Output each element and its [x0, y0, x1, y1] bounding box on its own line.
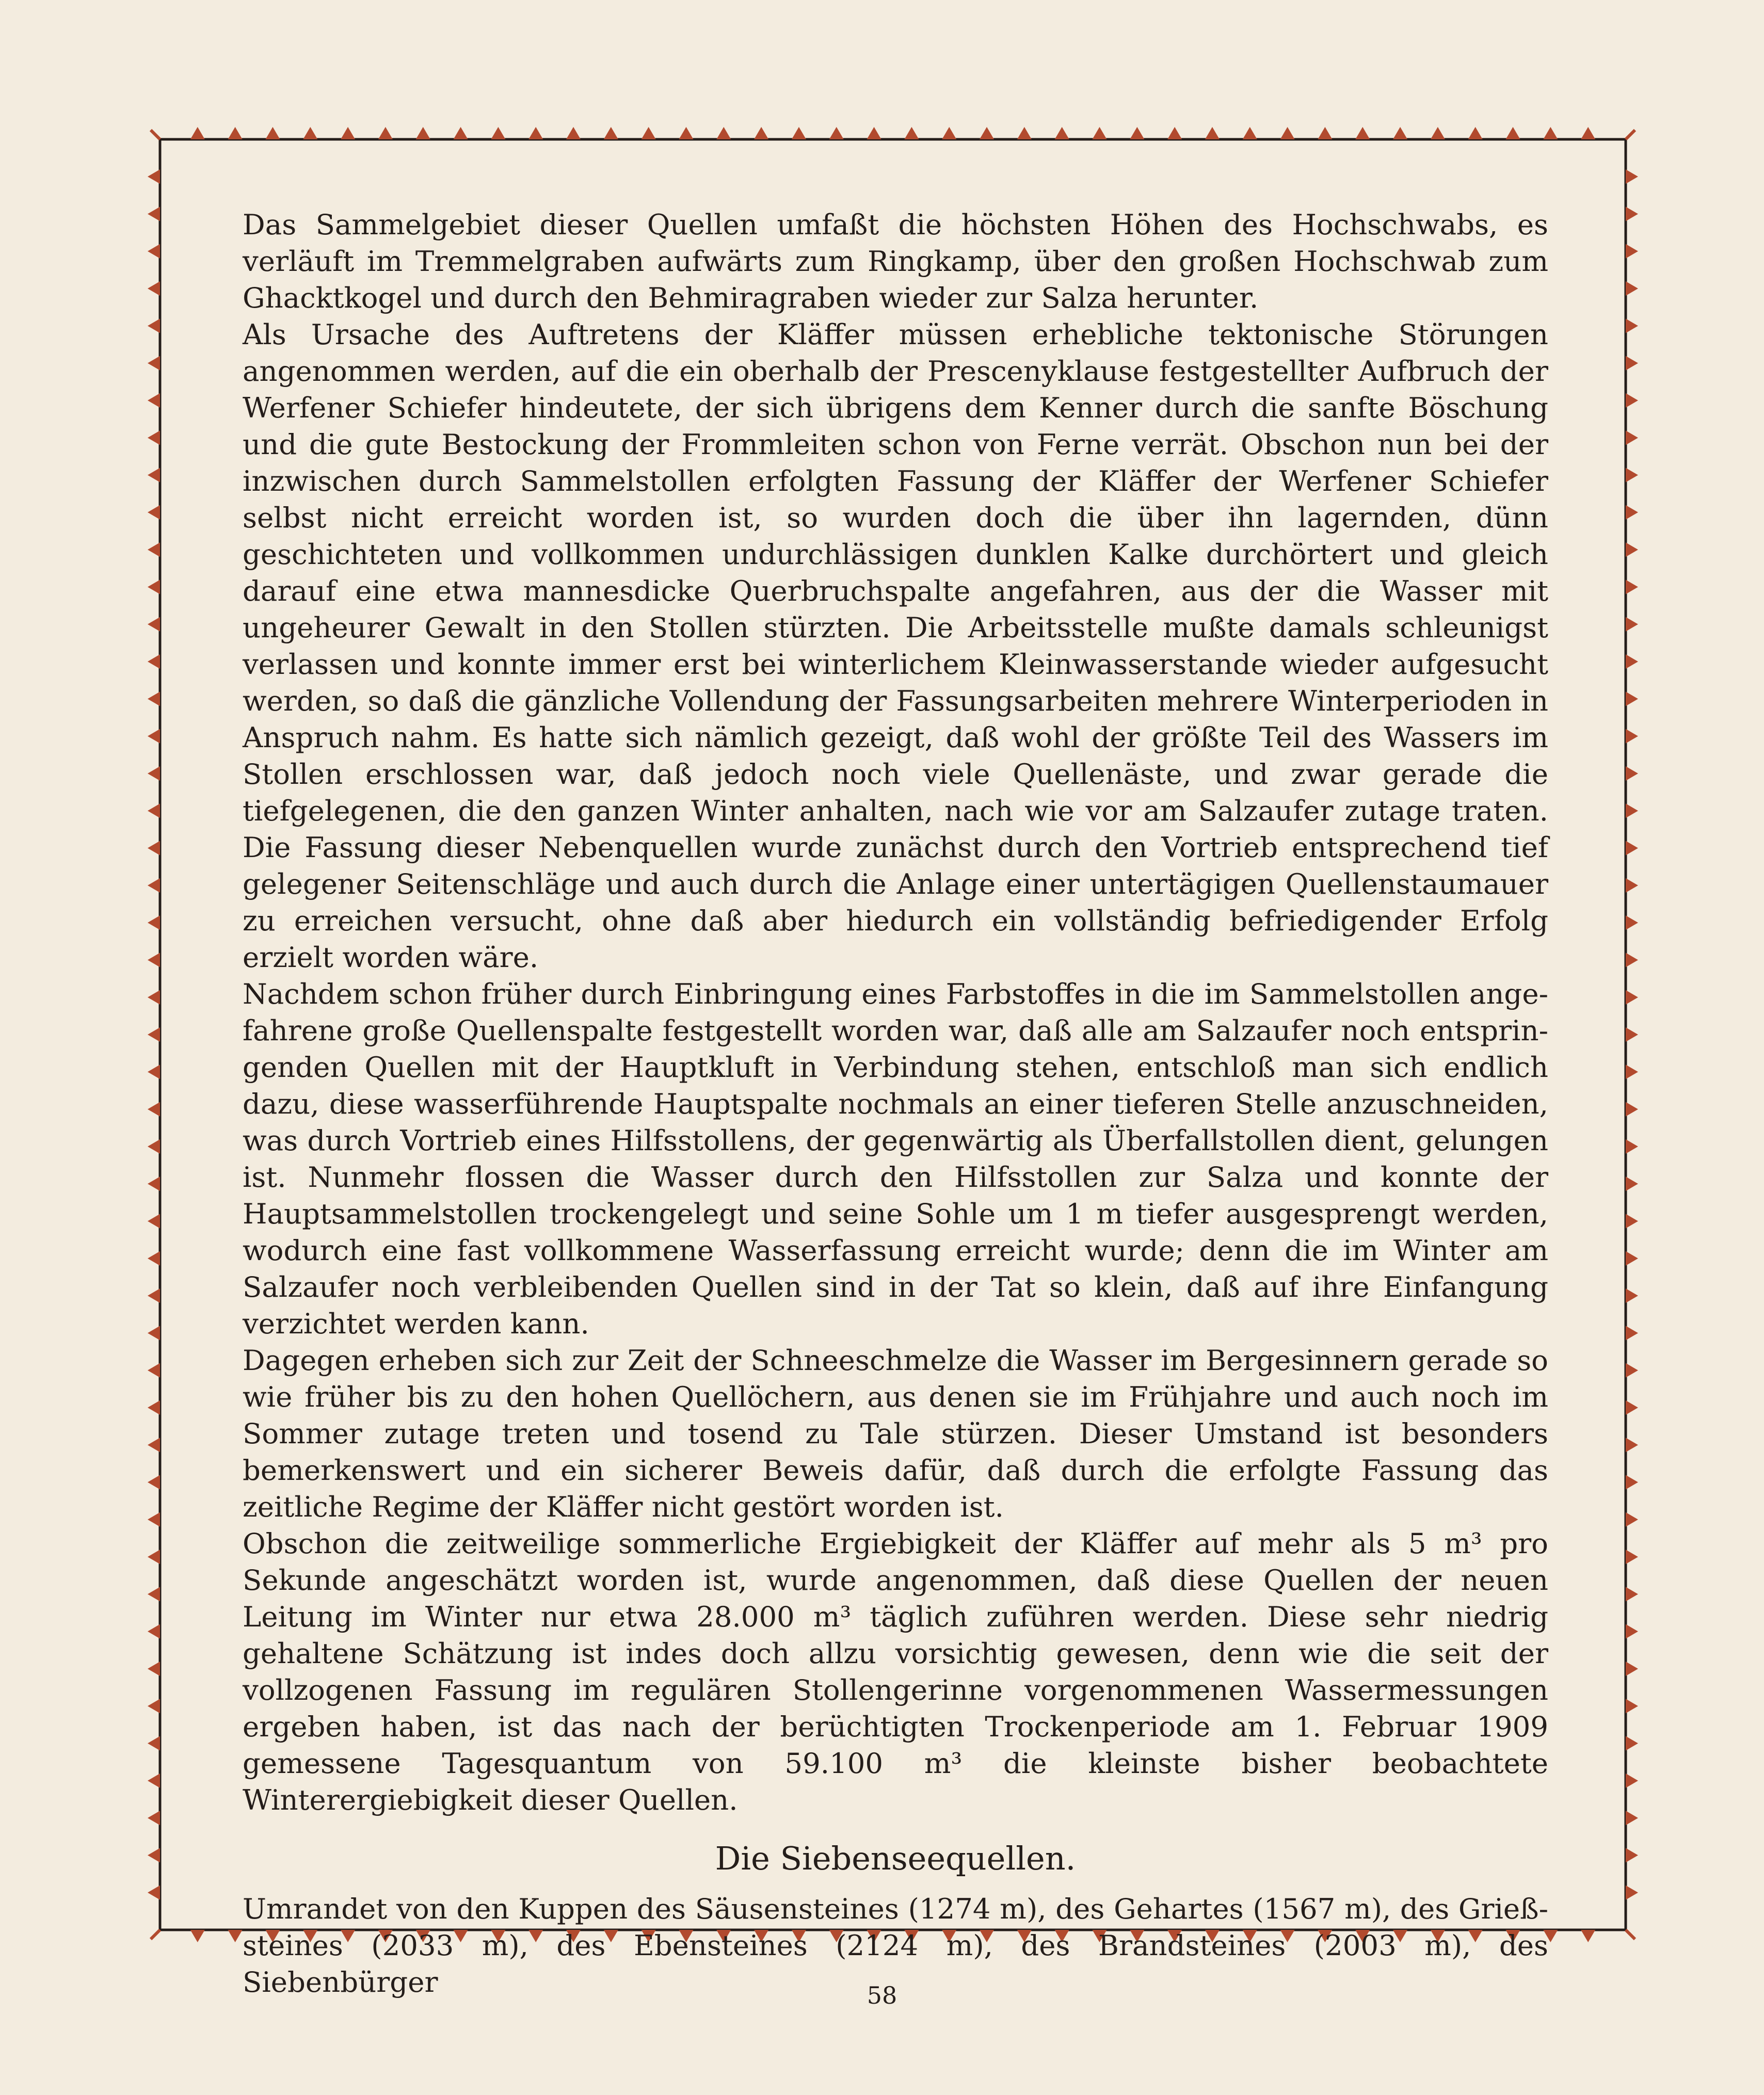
border-triangle — [528, 127, 543, 139]
border-triangle — [792, 127, 806, 139]
border-triangle — [1393, 127, 1407, 139]
border-triangle — [1626, 766, 1638, 781]
border-triangle — [1626, 1177, 1638, 1191]
border-triangle — [148, 1326, 160, 1340]
border-triangle — [1626, 1736, 1638, 1751]
border-triangle — [303, 127, 317, 139]
border-triangle — [1626, 1475, 1638, 1490]
border-triangle — [148, 318, 160, 333]
border-triangle — [148, 207, 160, 221]
border-triangle — [1626, 1438, 1638, 1452]
border-triangle — [1626, 1251, 1638, 1266]
border-triangle — [148, 1587, 160, 1601]
paragraph-4: Dagegen erheben sich zur Zeit der Schneeschmelze die Wasser im Bergesinnern gerade so wie früher bis zu den hohen Quellöchern, aus denen sie im Frühjahre und auch noch im Sommer zutage treten und tosend zu Tale stürzen. Dieser Umstand ist besonders bemerkenswert und ein sicherer Beweis dafür, daß durch die erfolgte Fassung das zeitliche Regime der Kläffer nicht gestört worden ist. — [243, 1344, 1548, 1523]
border-triangle — [1626, 542, 1638, 557]
border-triangle — [1243, 127, 1257, 139]
border-triangle — [491, 127, 505, 139]
border-triangle — [1543, 127, 1558, 139]
border-triangle — [1626, 1886, 1638, 1900]
border-triangle — [228, 1930, 243, 1942]
border-triangle — [1093, 127, 1107, 139]
paragraph-1: Das Sammelgebiet dieser Quellen umfaßt die höchsten Höhen des Hochschwabs, es verläuft im Tremmelgraben aufwärts zum Ringkamp, über den großen Hochschwab zum Ghacktkogel und durch den Behmiragraben wieder zur Salza herunter. — [243, 208, 1548, 314]
border-triangle — [148, 542, 160, 557]
border-triangle — [148, 1886, 160, 1900]
border-triangle — [566, 127, 581, 139]
border-triangle — [148, 1251, 160, 1266]
border-triangle — [1130, 127, 1144, 139]
border-triangle — [1626, 1363, 1638, 1378]
border-triangle — [148, 244, 160, 259]
border-triangle — [754, 127, 768, 139]
border-corner — [151, 1930, 160, 1939]
border-triangle — [1506, 127, 1520, 139]
border-triangle — [604, 127, 618, 139]
border-triangle — [148, 1699, 160, 1713]
border-triangle — [1626, 1811, 1638, 1825]
border-triangle — [1626, 953, 1638, 967]
border-triangle — [1626, 1027, 1638, 1042]
border-triangle — [148, 1400, 160, 1415]
border-triangle — [1626, 1214, 1638, 1228]
border-triangle — [148, 1774, 160, 1788]
border-triangle — [1626, 1102, 1638, 1117]
border-triangle — [341, 127, 355, 139]
border-triangle — [1626, 169, 1638, 184]
border-triangle — [1626, 468, 1638, 482]
border-triangle — [148, 1550, 160, 1564]
section-paragraph: Umrandet von den Kuppen des Säusensteines (1274 m), des Gehartes (1567 m), des Grießsteines (2033 m), des Ebensteines (2124 m), des Brandsteines (2003 m), des Siebenbürger — [243, 1892, 1548, 1999]
border-triangle — [942, 127, 956, 139]
border-triangle — [228, 127, 243, 139]
border-corner — [1626, 1930, 1635, 1939]
border-triangle — [1581, 1930, 1595, 1942]
border-triangle — [716, 127, 731, 139]
border-triangle — [1626, 1550, 1638, 1564]
border-triangle — [148, 1475, 160, 1490]
border-triangle — [642, 127, 656, 139]
border-triangle — [148, 729, 160, 744]
border-triangle — [148, 1811, 160, 1825]
border-triangle — [1626, 841, 1638, 856]
text-body — [243, 206, 1548, 2001]
border-triangle — [190, 127, 205, 139]
border-triangle — [148, 1512, 160, 1527]
border-triangle — [1626, 580, 1638, 594]
border-triangle — [148, 841, 160, 856]
border-triangle — [265, 127, 280, 139]
border-triangle — [148, 281, 160, 296]
border-triangle — [1626, 915, 1638, 930]
border-triangle — [1626, 1624, 1638, 1639]
border-triangle — [1626, 691, 1638, 706]
border-triangle — [148, 803, 160, 818]
border-triangle — [1626, 1587, 1638, 1601]
border-triangle — [148, 953, 160, 967]
border-triangle — [1626, 654, 1638, 669]
border-corner — [151, 130, 160, 139]
border-triangle — [867, 127, 881, 139]
border-triangle — [148, 356, 160, 370]
border-triangle — [1626, 318, 1638, 333]
border-triangle — [1626, 1065, 1638, 1079]
border-triangle — [1280, 127, 1295, 139]
border-triangle — [148, 1214, 160, 1228]
section-heading: Die Siebenseequellen. — [715, 1840, 1076, 1877]
border-triangle — [1626, 1400, 1638, 1415]
border-triangle — [1626, 878, 1638, 893]
border-triangle — [148, 430, 160, 445]
border-triangle — [1626, 281, 1638, 296]
border-triangle — [1626, 1699, 1638, 1713]
border-triangle — [1626, 1774, 1638, 1788]
border-triangle — [1626, 244, 1638, 259]
border-triangle — [1055, 127, 1069, 139]
border-triangle — [1626, 1139, 1638, 1154]
border-triangle — [1626, 729, 1638, 744]
border-triangle — [148, 878, 160, 893]
border-triangle — [1318, 127, 1332, 139]
border-triangle — [1626, 990, 1638, 1005]
border-triangle — [416, 127, 430, 139]
border-triangle — [148, 1139, 160, 1154]
border-triangle — [148, 1736, 160, 1751]
border-triangle — [148, 505, 160, 520]
border-triangle — [148, 766, 160, 781]
paragraph-5: Obschon die zeitweilige sommerliche Ergiebigkeit der Kläffer auf mehr als 5 m³ pro Sekunde angeschätzt worden ist, wurde angenommen, daß diese Quellen der neuen Leitung im Winter nur etwa 28.000 m³ täglich zuführen werden. Diese sehr niedrig gehaltene Schätzung ist indes doch allzu vorsichtig gewesen, denn wie die seit der vollzogenen Fassung im regulären Stollengerinne vorgenommenen Wassermessungen ergeben haben, ist das nach der berüchtigten Trockenperiode am 1. Februar 1909 gemessene Tagesquantum von 59.100 m³ die kleinste bisher beobachtete Winterergiebigkeit dieser Quellen. — [243, 1527, 1548, 1816]
border-triangle — [148, 1065, 160, 1079]
border-corner — [1626, 130, 1635, 139]
border-triangle — [148, 1848, 160, 1862]
border-triangle — [1355, 127, 1370, 139]
border-triangle — [378, 127, 393, 139]
border-triangle — [1167, 127, 1182, 139]
border-triangle — [1626, 1848, 1638, 1862]
border-triangle — [829, 127, 844, 139]
border-triangle — [1626, 505, 1638, 520]
paragraph-3: Nachdem schon früher durch Einbringung eines Farbstoffes in die im Sammelstollen angefahrene große Quellenspalte festgestellt worden war, daß alle am Salzaufer noch entspringenden Quellen mit der Hauptkluft in Verbindung stehen, entschloß man sich endlich dazu, diese wasserführende Hauptspalte nochmals an einer tieferen Stelle anzuschneiden, was durch Vortrieb eines Hilfsstollens, der gegenwärtig als Überfallstollen dient, gelungen ist. Nunmehr flossen die Wasser durch den Hilfsstollen zur Salza und konnte der Hauptsammelstollen trockengelegt und seine Sohle um 1 m tiefer ausgesprengt werden, wodurch eine fast vollkommene Wasserfassung erreicht wurde; denn die im Winter am Salzaufer noch verbleibenden Quellen sind in der Tat so klein, daß auf ihre Einfangung verzichtet werden kann. — [243, 977, 1548, 1340]
border-triangle — [148, 1438, 160, 1452]
border-triangle — [1431, 127, 1445, 139]
page-number: 58 — [867, 1981, 897, 2009]
border-triangle — [1626, 356, 1638, 370]
border-triangle — [904, 127, 919, 139]
border-triangle — [1581, 127, 1595, 139]
border-triangle — [148, 1027, 160, 1042]
border-triangle — [148, 1363, 160, 1378]
border-triangle — [1626, 1326, 1638, 1340]
border-triangle — [1626, 617, 1638, 632]
border-triangle — [1626, 1512, 1638, 1527]
border-triangle — [1626, 430, 1638, 445]
border-triangle — [1626, 1288, 1638, 1303]
border-triangle — [1468, 127, 1483, 139]
border-triangle — [148, 1624, 160, 1639]
border-triangle — [148, 393, 160, 408]
border-triangle — [148, 654, 160, 669]
border-triangle — [980, 127, 994, 139]
border-triangle — [1626, 803, 1638, 818]
border-triangle — [148, 691, 160, 706]
paragraph-2: Als Ursache des Auftretens der Kläffer müssen erhebliche tektonische Störungen angenommen werden, auf die ein oberhalb der Prescenyklause festgestellter Aufbruch der Werfener Schiefer hindeutete, der sich übrigens dem Kenner durch die sanfte Böschung und die gute Bestockung der Frommleiten schon von Ferne verrät. Obschon nun bei der inzwischen durch Sammelstollen erfolgten Fassung der Kläffer der Werfener Schiefer selbst nicht erreicht worden ist, so wurden doch die über ihn lagernden, dünn geschichteten und vollkommen undurchlässigen dunklen Kalke durchörtert und gleich darauf eine etwa mannesdicke Querbruchspalte angefahren, aus der die Wasser mit ungeheurer Gewalt in den Stollen stürzten. Die Arbeitsstelle mußte damals schleunigst verlassen und konnte immer erst bei winterlichem Kleinwasserstande wieder aufgesucht werden, so daß die gänzliche Vollendung der Fassungsarbeiten mehrere Winterperioden in Anspruch nahm. Es hatte sich nämlich gezeigt, daß wohl der größte Teil des Wassers im Stollen erschlossen war, daß jedoch noch viele Quellenäste, und zwar gerade die tiefgelegenen, die den ganzen Winter anhalten, nach wie vor am Salzaufer zutage traten. Die Fassung dieser Nebenquellen wurde zunächst durch den Vortrieb entsprechend tief gelegener Seitenschläge und auch durch die Anlage einer untertägigen Quellenstaumauer zu erreichen versucht, ohne daß aber hiedurch ein vollständig befriedigender Erfolg erzielt worden wäre. — [243, 318, 1548, 974]
border-triangle — [454, 127, 468, 139]
border-triangle — [1626, 393, 1638, 408]
border-triangle — [1205, 127, 1220, 139]
border-triangle — [679, 127, 693, 139]
border-triangle — [148, 169, 160, 184]
border-triangle — [148, 1662, 160, 1676]
border-triangle — [1626, 207, 1638, 221]
border-triangle — [1017, 127, 1032, 139]
border-triangle — [190, 1930, 205, 1942]
border-triangle — [148, 1102, 160, 1117]
border-triangle — [148, 990, 160, 1005]
border-triangle — [148, 915, 160, 930]
border-triangle — [1626, 1662, 1638, 1676]
border-triangle — [148, 1177, 160, 1191]
border-triangle — [148, 468, 160, 482]
border-triangle — [148, 617, 160, 632]
border-triangle — [148, 580, 160, 594]
border-triangle — [148, 1288, 160, 1303]
